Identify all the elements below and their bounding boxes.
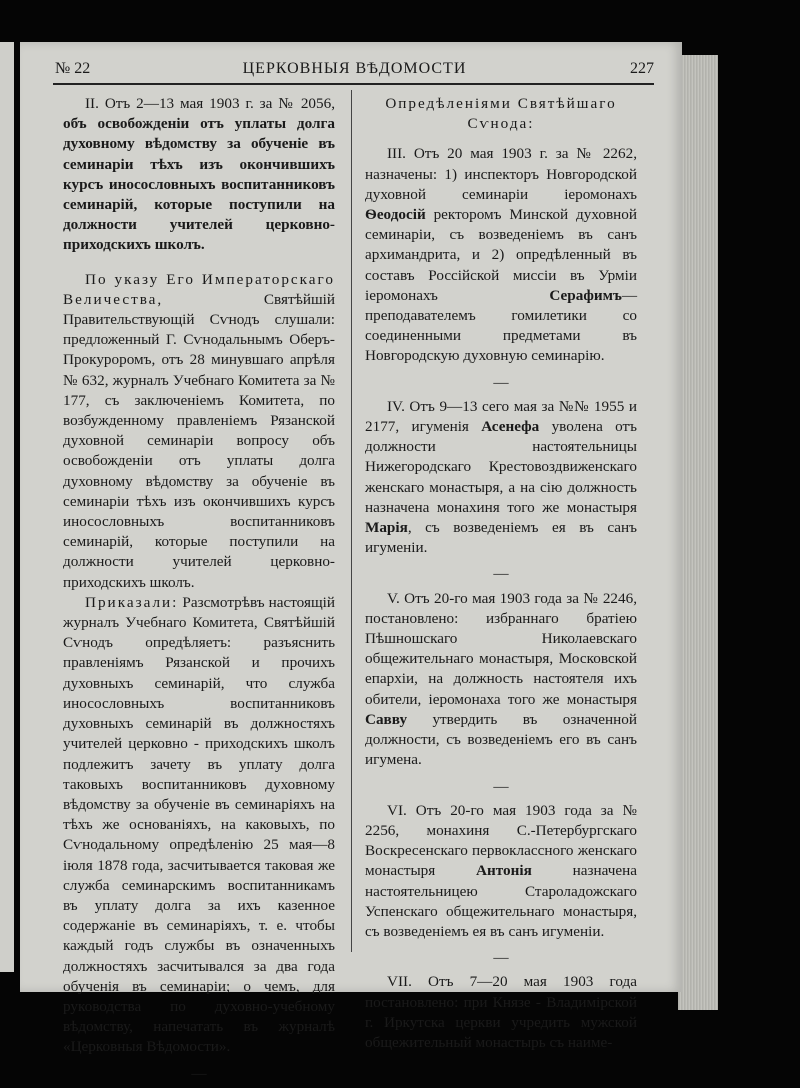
header-rule: [53, 83, 654, 85]
separator-dash: —: [493, 777, 509, 795]
journal-title: ЦЕРКОВНЫЯ ВѢДОМОСТИ: [242, 60, 467, 77]
separator-dash: —: [191, 1064, 207, 1082]
journal-page: [20, 42, 682, 1082]
section-heading: Опредѣленіями Святѣйшаго Сѵнода:: [385, 95, 617, 133]
decree-2-prikazali: Приказали: Разсмотрѣвъ настоящій журналъ Учебнаго Комитета, Святѣйшій Сѵнодъ опредѣляетъ: разъяснить правленіямъ Рязанской и прочихъ духовныхъ семинарій, что служба иносословныхъ воспитанниковъ духовныхъ семинарій въ должностяхъ учителей церковно - приходскихъ школъ подлежитъ зачету въ уплату долга таковыхъ воспитанниковъ духовному вѣдомству за обученіе въ семинаріяхъ на тѣхъ же основаніяхъ, на каковыхъ, по Сѵнодальному опредѣленію 25 мая—8 іюля 1878 года, засчитывается таковая же служба семинарскимъ воспитанникамъ въ уплату долга за ихъ казенное содержаніе въ семинаріяхъ, т. е. чтобы каждый годъ службы въ означенныхъ должностяхъ засчитывался за два года обученія въ семинаріи; о чемъ, для руководства по духовно-учебному вѣдомству, напечатать въ журналѣ «Церковныя Вѣдомости».: [63, 593, 335, 1056]
decree-2-title: II. Отъ 2—13 мая 1903 г. за № 2056, объ освобожденіи отъ уплаты долга духовному вѣдомству за обученіе въ семинаріи тѣхъ изъ окончившихъ курсъ иносословныхъ воспитанниковъ семинарій, которые поступили на должности учителей церковно-приходскихъ школъ.: [63, 95, 335, 254]
left-column: [63, 94, 335, 1088]
page-stack-edges: [678, 55, 718, 1010]
decree-2-ukaz: По указу Его Императорскаго Величества, Святѣйшій Правительствующій Сѵнодъ слушали: предложенный Г. Сѵнодальнымъ Оберъ-Прокуроромъ, отъ 28 минувшаго апрѣля № 632, журналъ Учебнаго Комитета за № 177, съ заключеніемъ Комитета, по возбужденному правленіемъ Рязанской духовной семинаріи вопросу объ освобожденіи отъ уплаты долга духовному вѣдомству за обученіе въ семинаріи тѣхъ изъ окончившихъ курсъ иносословныхъ воспитанниковъ семинарій, которые поступили на должности учителей церковно-приходскихъ школъ.: [63, 270, 335, 591]
page-number: 227: [630, 60, 654, 77]
separator-dash: —: [493, 373, 509, 391]
separator-dash: —: [493, 949, 509, 967]
page-header: [55, 60, 654, 82]
issue-number: № 22: [55, 60, 91, 77]
separator-dash: —: [493, 565, 509, 583]
decree-7: VII. Отъ 7—20 мая 1903 года постановлено: при Князе - Владимірской г. Иркутска церкви учредить мужской общежительный монастырь съ наиме-: [365, 973, 637, 1051]
decree-3: III. Отъ 20 мая 1903 г. за № 2262, назначены: 1) инспекторъ Новгородской духовной семинаріи іеромонахъ Ѳеодосій ректоромъ Минской духовной семинаріи, съ возведеніемъ въ санъ архимандрита, и 2) опредѣленный въ составъ Россійской миссіи въ Урміи іеромонахъ Серафимъ—преподавателемъ гомилетики со соединенными предметами въ Новгородскую духовную семинарію.: [365, 145, 637, 365]
adjacent-page-edge: [0, 42, 14, 972]
decree-4: IV. Отъ 9—13 сего мая за №№ 1955 и 2177, игуменія Асенефа уволена отъ должности настоятельницы Нижегородскаго Крестовоздвиженскаго женскаго монастыря, а на сію должность назначена монахиня того же монастыря Марія, съ возведеніемъ ея въ санъ игуменіи.: [365, 397, 637, 557]
right-column: [365, 94, 637, 1053]
decree-5: V. Отъ 20-го мая 1903 года за № 2246, постановлено: избраннаго братіею Пѣшношскаго Николаевскаго общежительнаго монастыря, Московской епархіи, на должность настоятеля ихъ обители, іеромонаха того же монастыря Савву утвердить въ означенной должности, съ возведеніемъ его въ санъ игумена.: [365, 589, 637, 769]
column-divider: [351, 90, 352, 952]
decree-6: VI. Отъ 20-го мая 1903 года за № 2256, монахиня С.-Петербургскаго Воскресенскаго первоклассного женскаго монастыря Антонія назначена настоятельницею Староладожскаго Успенскаго общежительнаго монастыря, съ возведеніемъ ея въ санъ игуменіи.: [365, 801, 637, 940]
